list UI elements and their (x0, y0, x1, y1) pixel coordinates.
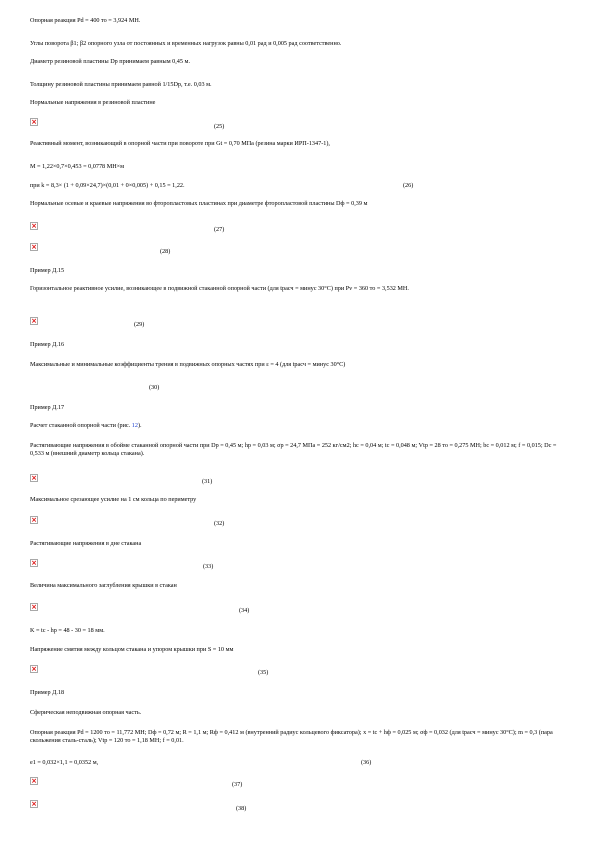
equation-number: (27) (214, 226, 225, 233)
broken-image-icon (30, 603, 38, 611)
equation-number: (26) (403, 182, 414, 189)
text-line: Нормальные напряжения в резиновой пластине (30, 99, 156, 106)
text-line: Напряжение смятия между кольцом стакана и упором крышки при S = 10 мм (30, 646, 234, 653)
example-heading: Пример Д.18 (30, 689, 65, 696)
equation-number: (32) (214, 520, 225, 527)
equation-number: (35) (258, 669, 269, 676)
equation-number: (38) (236, 805, 247, 812)
equation-number: (29) (134, 321, 145, 328)
equation-number: (33) (203, 563, 214, 570)
text-line: Толщину резиновой пластины принимаем равной 1/15Dp, т.е. 0,03 м. (30, 81, 212, 88)
broken-image-icon (30, 559, 38, 567)
equation-number: (30) (149, 384, 160, 391)
text-line: Углы поворота β1; β2 опорного узла от постоянных и временных нагрузок равны 0,01 рад и 0,005 рад соответственно. (30, 40, 342, 47)
broken-image-icon (30, 317, 38, 325)
broken-image-icon (30, 118, 38, 126)
text-line: Величина максимального заглубления крышки в стакан (30, 582, 177, 589)
text-line: e1 = 0,032×1,1 = 0,0352 м, (30, 759, 99, 766)
broken-image-icon (30, 777, 38, 785)
text-fragment: Расчет стаканной опорной части (рис. (30, 422, 132, 429)
text-line: Реактивный момент, возникающий в опорной части при повороте при Gt = 0,70 МПа (резина марки ИРП-1347-1), (30, 140, 330, 147)
broken-image-icon (30, 474, 38, 482)
example-heading: Пример Д.16 (30, 341, 65, 348)
text-line: Нормальные осевые и краевые напряжения во фторопластовых пластинах при диаметре фторопластовой пластины Dф = 0,39 м (30, 200, 368, 207)
broken-image-icon (30, 516, 38, 524)
equation-number: (34) (239, 607, 250, 614)
text-fragment: ). (137, 422, 142, 429)
example-heading: Пример Д.15 (30, 267, 65, 274)
broken-image-icon (30, 243, 38, 251)
broken-image-icon (30, 665, 38, 673)
text-line: Диаметр резиновой пластины Dp принимаем равным 0,45 м. (30, 58, 190, 65)
text-line: M = 1,22×0,7×0,453 = 0,0778 МН×м (30, 163, 125, 170)
text-paragraph: Горизонтальное реактивное усилие, возникающее в подвижной стаканной опорной части (для tрасч = минус 30°С) при Pv = 360 то = 3,532 МН. (30, 285, 409, 292)
broken-image-icon (30, 222, 38, 230)
text-line: Опорная реакция Pd = 400 то = 3,924 МН. (30, 17, 141, 24)
equation-number: (25) (214, 123, 225, 130)
text-paragraph: Опорная реакция Pd = 1200 то = 11,772 МН; Dф = 0,72 м; R = 1,1 м; Rф = 0,412 м (внутренний радиус кольцевого фиксатора); х = tс + hф = 0,025 м; σф = 0,032 (для tрасч = минус 30°С); m = 0,3 (пара скольжения сталь-сталь); Vtp = 120 то = 1,18 МН; f = 0,01. (30, 729, 553, 744)
figure-link[interactable]: 12 (131, 422, 138, 429)
text-line: Сферическая неподвижная опорная часть. (30, 709, 142, 716)
text-line: Максимальное срезающее усилие на 1 см кольца по периметру (30, 496, 197, 503)
equation-number: (36) (361, 759, 372, 766)
example-heading: Пример Д.17 (30, 404, 65, 411)
text-paragraph: Растягивающие напряжения в обойме стаканной опорной части при Dp = 0,45 м; hp = 0,03 м; σp = 24,7 МПа = 252 кг/см2; hс = 0,04 м; tс = 0,048 м; Vtp = 28 то = 0,275 МН; bс = 0,012 м; f = 0,015; Dc = 0,533 м (внешний диаметр кольца стакана). (30, 442, 557, 457)
text-line: Растягивающие напряжения в дне стакана (30, 540, 142, 547)
text-line: Максимальные и минимальные коэффициенты трения в подвижных опорных частях при ε = 4 (для tрасч = минус 30°С) (30, 361, 346, 368)
equation-number: (37) (232, 781, 243, 788)
text-line: при k = 8,3× (1 + 0,09×24,7)×(0,01 + 0×0,005) + 0,15 = 1,22. (30, 182, 185, 189)
broken-image-icon (30, 800, 38, 808)
equation-number: (31) (202, 478, 213, 485)
equation-number: (28) (160, 248, 171, 255)
text-line (30, 422, 570, 430)
text-line: K = tc - hp = 48 - 30 = 18 мм. (30, 627, 105, 634)
